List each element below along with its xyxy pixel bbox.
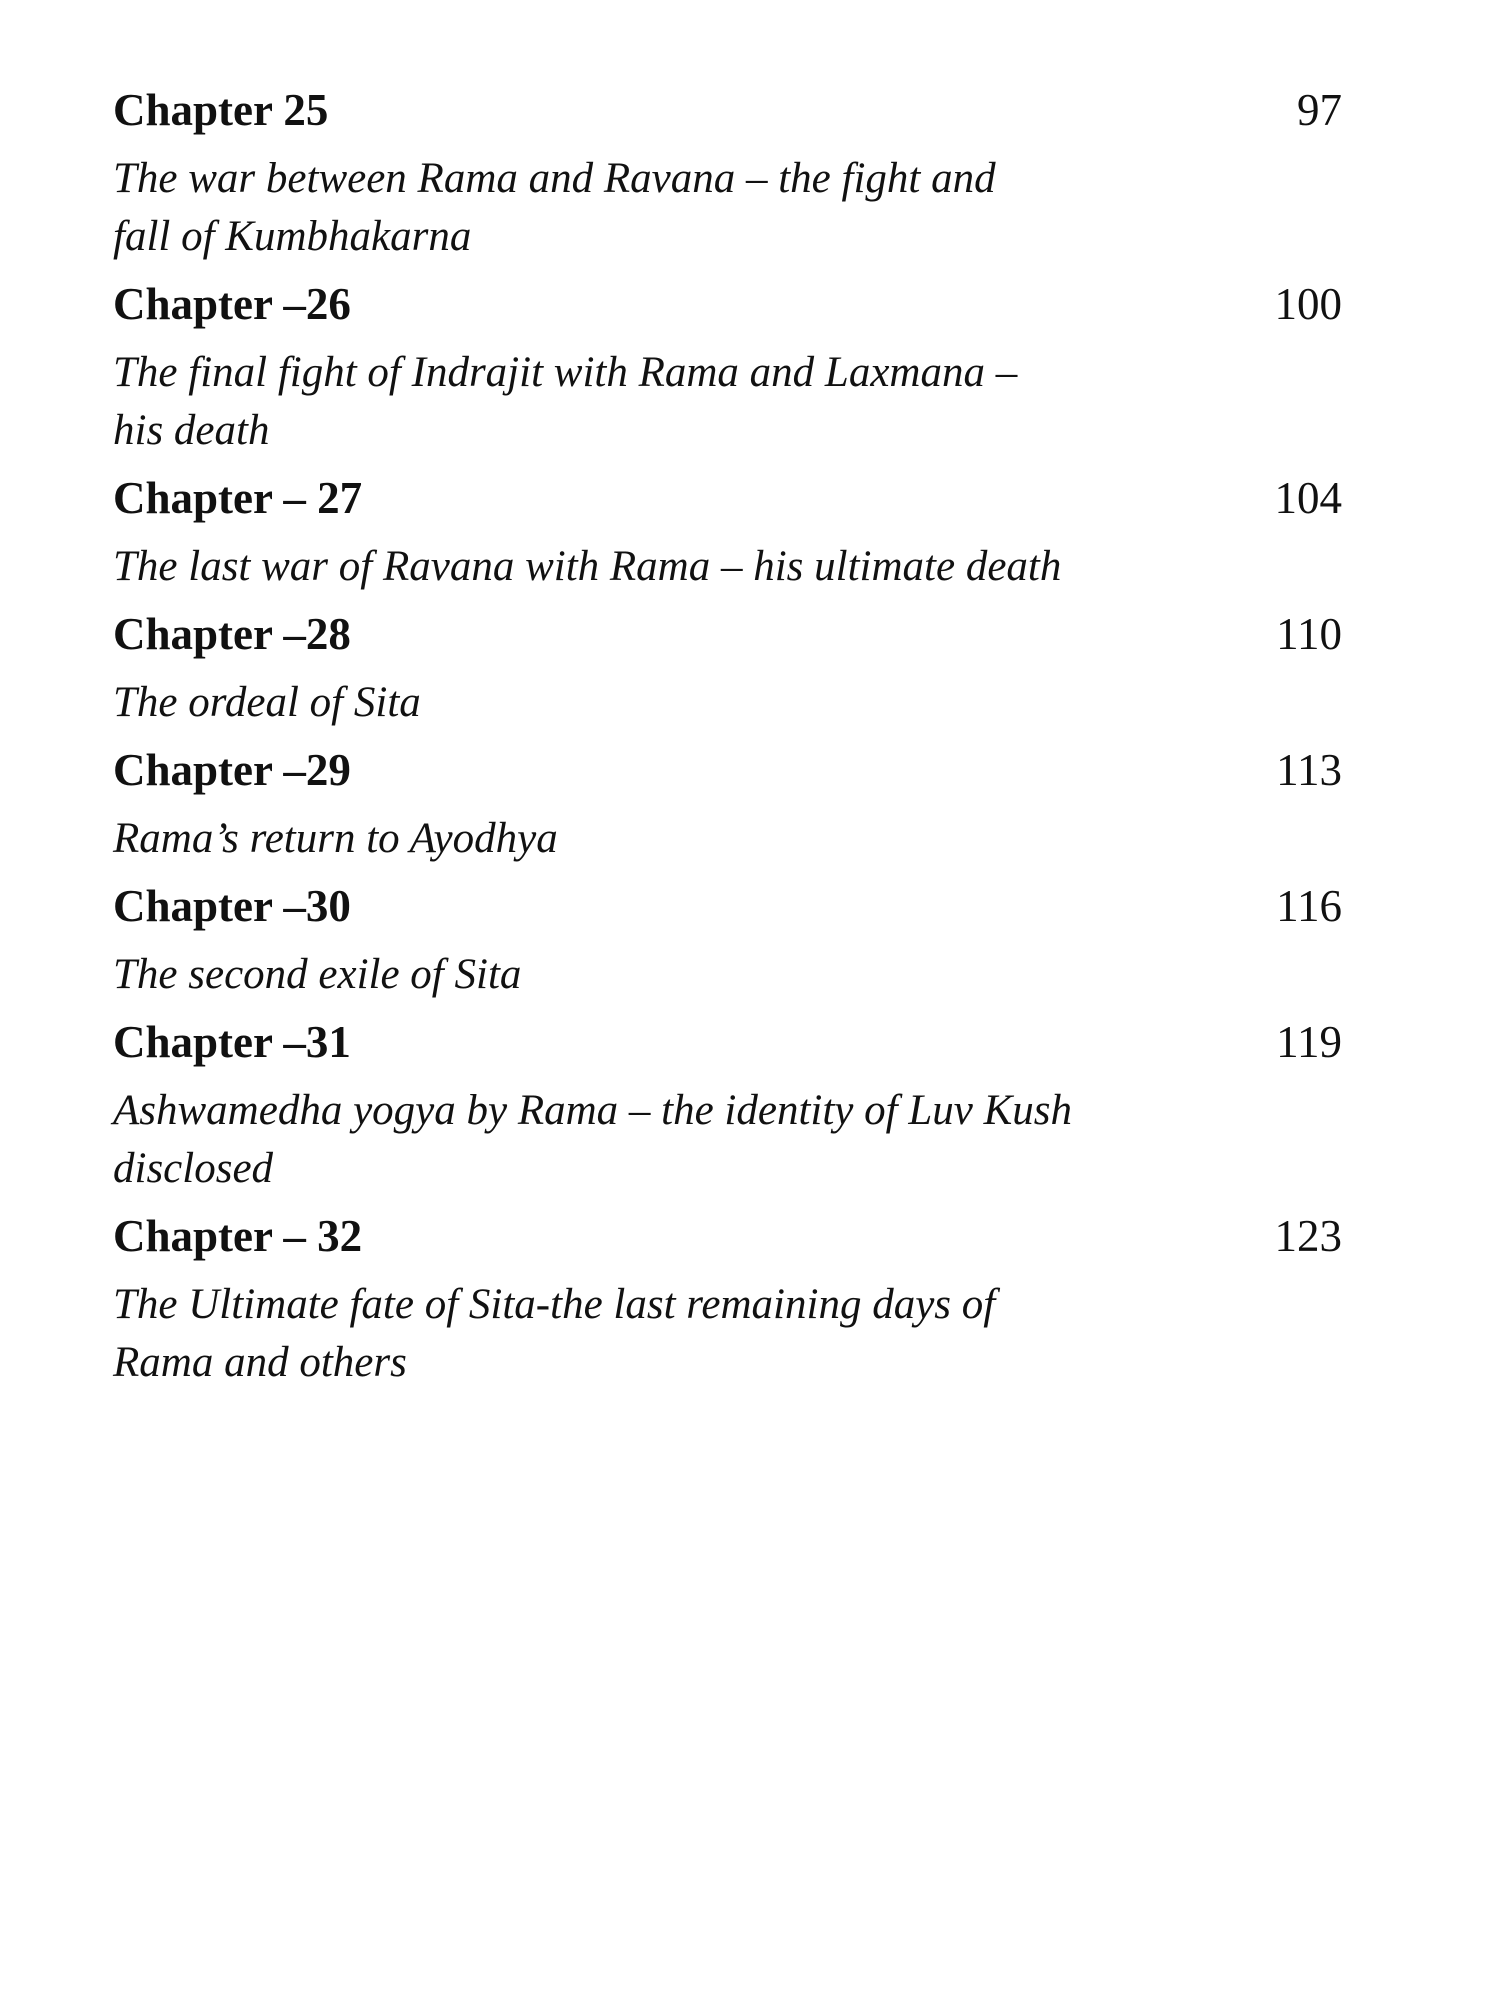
chapter-heading-row [113,602,1348,666]
description-line: his death [113,407,270,454]
toc-entry-chapter-26 [113,272,1348,466]
description-line: The war between Rama and Ravana – the fight and [113,155,996,202]
description-line: Rama and others [113,1339,407,1386]
chapter-description [113,802,1213,874]
page-number: 113 [1276,745,1342,795]
chapter-description [113,336,1213,466]
chapter-title: Chapter 25 [113,85,329,135]
page-number: 110 [1276,609,1342,659]
toc-entry-chapter-31 [113,1010,1348,1204]
chapter-heading-row [113,272,1348,336]
chapter-title: Chapter – 32 [113,1211,363,1261]
chapter-heading-row [113,874,1348,938]
toc-entry-chapter-27 [113,466,1348,602]
chapter-description [113,938,1213,1010]
toc-entry-chapter-25 [113,78,1348,272]
chapter-description [113,530,1213,602]
chapter-heading-row [113,738,1348,802]
page-number: 123 [1274,1211,1342,1261]
toc-entry-chapter-28 [113,602,1348,738]
chapter-description [113,1268,1213,1398]
description-line: The last war of Ravana with Rama – his ultimate death [113,543,1062,590]
table-of-contents [113,78,1348,1398]
toc-entry-chapter-30 [113,874,1348,1010]
page-number: 119 [1276,1017,1342,1067]
toc-entry-chapter-29 [113,738,1348,874]
chapter-title: Chapter –26 [113,279,351,329]
page-number: 104 [1274,473,1342,523]
chapter-heading-row [113,78,1348,142]
description-line: Ashwamedha yogya by Rama – the identity of Luv Kush [113,1087,1072,1134]
description-line: The second exile of Sita [113,951,522,998]
description-line: fall of Kumbhakarna [113,213,472,260]
chapter-title: Chapter – 27 [113,473,363,523]
chapter-heading-row [113,1010,1348,1074]
chapter-title: Chapter –29 [113,745,351,795]
page-number: 97 [1297,85,1342,135]
chapter-title: Chapter –30 [113,881,351,931]
description-line: The ordeal of Sita [113,679,421,726]
description-line: disclosed [113,1145,274,1192]
chapter-description [113,142,1213,272]
toc-entry-chapter-32 [113,1204,1348,1398]
chapter-description [113,1074,1213,1204]
chapter-heading-row [113,466,1348,530]
chapter-description [113,666,1213,738]
chapter-heading-row [113,1204,1348,1268]
description-line: Rama’s return to Ayodhya [113,815,558,862]
page-number: 116 [1276,881,1342,931]
chapter-title: Chapter –31 [113,1017,351,1067]
page-number: 100 [1274,279,1342,329]
chapter-title: Chapter –28 [113,609,351,659]
description-line: The Ultimate fate of Sita-the last remaining days of [113,1281,996,1328]
description-line: The final fight of Indrajit with Rama and Laxmana – [113,349,1018,396]
